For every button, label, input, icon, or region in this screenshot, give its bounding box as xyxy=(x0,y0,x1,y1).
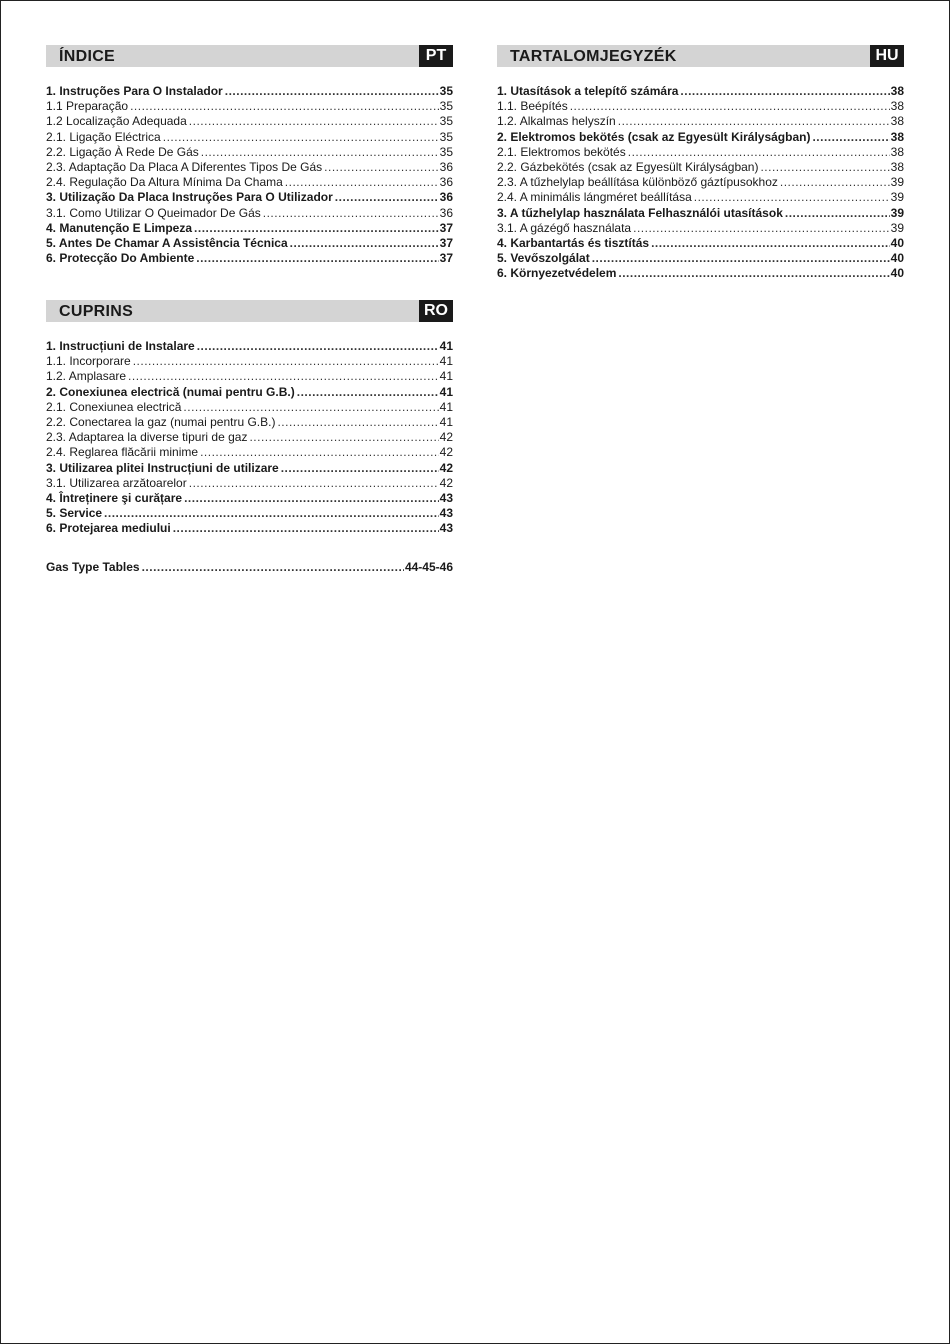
toc-row xyxy=(46,130,453,145)
toc-entry-text: Gas Type Tables xyxy=(46,560,140,574)
toc-entry-text: 5. Antes De Chamar A Assistência Técnica xyxy=(46,235,288,250)
toc-row xyxy=(46,521,453,536)
leader-dots xyxy=(263,206,439,221)
toc-entry-text: 4. Karbantartás és tisztítás xyxy=(497,235,650,250)
toc-entry-page: 40 xyxy=(890,251,904,266)
toc-entry-text: 2.2. Ligação À Rede De Gás xyxy=(46,144,199,159)
toc-entry-page: 41 xyxy=(439,339,453,353)
section-title: CUPRINS xyxy=(59,303,134,320)
toc-entry-page: 36 xyxy=(439,175,453,190)
toc-row xyxy=(497,266,904,281)
toc-entry-text: 3.1. Utilizarea arzătoarelor xyxy=(46,475,187,490)
toc-entry-page: 39 xyxy=(890,175,904,190)
toc-entry-text: 2.4. A minimális lángméret beállítása xyxy=(497,190,692,205)
toc-entry-text: 1.1. Beépítés xyxy=(497,99,568,114)
toc-entry-text: 2. Conexiunea electrică (numai pentru G.B.) xyxy=(46,384,295,399)
toc-entry-page: 41 xyxy=(439,414,453,429)
toc-row xyxy=(46,445,453,460)
leader-dots xyxy=(128,369,439,384)
leader-dots xyxy=(184,491,439,506)
toc-entry-page: 39 xyxy=(890,190,904,205)
toc-row xyxy=(46,251,453,266)
toc-section-hu xyxy=(497,45,904,281)
section-title: ÍNDICE xyxy=(59,48,116,65)
toc-entry-page: 35 xyxy=(439,144,453,159)
toc-entry-page: 38 xyxy=(890,99,904,114)
toc-entry-page: 35 xyxy=(439,129,453,144)
leader-dots xyxy=(173,521,439,536)
toc-entry-page: 43 xyxy=(439,521,453,536)
toc-entry-page: 38 xyxy=(890,129,904,144)
leader-dots xyxy=(197,339,439,354)
leader-dots xyxy=(618,266,889,281)
toc-entry-text: 2.3. Adaptação Da Placa A Diferentes Tipos De Gás xyxy=(46,159,323,174)
toc-row xyxy=(497,206,904,221)
toc-entry-page: 44-45-46 xyxy=(404,560,453,574)
leader-dots xyxy=(628,145,890,160)
toc-entry-text: 1.1 Preparação xyxy=(46,99,129,114)
leader-dots xyxy=(335,190,439,205)
toc-section-ro xyxy=(46,300,453,536)
toc-row xyxy=(46,84,453,99)
toc-row xyxy=(497,160,904,175)
section-header xyxy=(46,300,453,322)
toc-entry-text: 1.2. Alkalmas helyszín xyxy=(497,114,616,129)
toc-entry-text: 1. Instrucțiuni de Instalare xyxy=(46,339,195,353)
toc-row xyxy=(497,236,904,251)
leader-dots xyxy=(570,99,890,114)
leader-dots xyxy=(694,190,890,205)
toc-entry-text: 4. Manutenção E Limpeza xyxy=(46,220,193,235)
toc-entry-text: 3. Utilizarea plitei Instrucțiuni de utilizare xyxy=(46,460,279,475)
toc-row xyxy=(46,430,453,445)
leader-dots xyxy=(183,400,438,415)
toc-row xyxy=(497,175,904,190)
toc-entry-text: 5. Service xyxy=(46,506,103,521)
leader-dots xyxy=(194,221,439,236)
toc-entry-text: 2.1. Elektromos bekötés xyxy=(497,144,626,159)
toc-entry-page: 35 xyxy=(439,114,453,129)
toc-entry-page: 38 xyxy=(890,144,904,159)
leader-dots xyxy=(189,114,439,129)
leader-dots xyxy=(680,84,889,99)
leader-dots xyxy=(142,560,404,575)
toc-row xyxy=(497,145,904,160)
toc-entry-page: 41 xyxy=(439,384,453,399)
toc-entry-text: 1.2 Localização Adequada xyxy=(46,114,187,129)
toc-row xyxy=(46,369,453,384)
gas-tables-entry xyxy=(46,560,453,575)
toc-list xyxy=(46,84,453,266)
leader-dots xyxy=(249,430,438,445)
leader-dots xyxy=(285,175,439,190)
leader-dots xyxy=(277,415,438,430)
toc-row xyxy=(46,400,453,415)
toc-entry-page: 36 xyxy=(439,190,453,205)
toc-row xyxy=(46,160,453,175)
leader-dots xyxy=(196,251,438,266)
toc-row xyxy=(497,190,904,205)
leader-dots xyxy=(297,385,439,400)
toc-entry-page: 39 xyxy=(890,220,904,235)
toc-row xyxy=(46,506,453,521)
leader-dots xyxy=(189,476,439,491)
section-header xyxy=(46,45,453,67)
leader-dots xyxy=(785,206,890,221)
toc-row xyxy=(46,190,453,205)
leader-dots xyxy=(281,461,439,476)
toc-entry-text: 1.1. Incorporare xyxy=(46,354,131,369)
toc-section-pt xyxy=(46,45,453,266)
toc-entry-page: 42 xyxy=(439,460,453,475)
toc-entry-text: 6. Protecção Do Ambiente xyxy=(46,251,195,266)
language-badge: HU xyxy=(870,45,904,67)
toc-row xyxy=(46,175,453,190)
leader-dots xyxy=(780,175,890,190)
toc-entry-page: 35 xyxy=(439,84,453,98)
toc-entry-text: 2.3. A tűzhelylap beállítása különböző gáztípusokhoz xyxy=(497,175,778,190)
toc-entry-text: 5. Vevőszolgálat xyxy=(497,251,590,266)
toc-entry-text: 6. Környezetvédelem xyxy=(497,266,617,281)
toc-entry-text: 3. A tűzhelylap használata Felhasználói utasítások xyxy=(497,205,783,220)
toc-row xyxy=(46,476,453,491)
toc-entry-page: 37 xyxy=(439,220,453,235)
toc-entry-text: 2.2. Gázbekötés (csak az Egyesült Királyságban) xyxy=(497,159,759,174)
toc-entry-page: 35 xyxy=(439,99,453,114)
leader-dots xyxy=(201,145,439,160)
toc-entry-text: 6. Protejarea mediului xyxy=(46,521,171,536)
leader-dots xyxy=(104,506,439,521)
toc-row xyxy=(46,415,453,430)
toc-entry-text: 2.4. Regulação Da Altura Mínima Da Chama xyxy=(46,175,283,190)
toc-entry-text: 2. Elektromos bekötés (csak az Egyesült Királyságban) xyxy=(497,129,811,144)
toc-entry-text: 1.2. Amplasare xyxy=(46,369,127,384)
toc-entry-page: 37 xyxy=(439,235,453,250)
toc-row xyxy=(46,145,453,160)
toc-row xyxy=(497,84,904,99)
toc-entry-text: 1. Utasítások a telepítő számára xyxy=(497,84,679,98)
section-title: TARTALOMJEGYZÉK xyxy=(510,48,677,65)
toc-row xyxy=(46,461,453,476)
language-badge: PT xyxy=(419,45,453,67)
toc-entry-page: 38 xyxy=(890,114,904,129)
toc-entry-page: 38 xyxy=(890,159,904,174)
toc-row xyxy=(497,99,904,114)
toc-row xyxy=(46,99,453,114)
toc-entry-page: 37 xyxy=(439,251,453,266)
toc-entry-page: 43 xyxy=(439,490,453,505)
language-badge: RO xyxy=(419,300,453,322)
toc-entry-text: 3.1. A gázégő használata xyxy=(497,220,632,235)
toc-entry-page: 40 xyxy=(890,266,904,281)
toc-row xyxy=(46,385,453,400)
leader-dots xyxy=(812,130,889,145)
toc-row xyxy=(46,236,453,251)
toc-entry-page: 41 xyxy=(439,369,453,384)
toc-entry-text: 1. Instruções Para O Instalador xyxy=(46,84,223,98)
toc-row xyxy=(497,251,904,266)
toc-row xyxy=(46,560,453,575)
leader-dots xyxy=(651,236,890,251)
leader-dots xyxy=(290,236,439,251)
leader-dots xyxy=(324,160,438,175)
toc-row xyxy=(46,339,453,354)
toc-entry-page: 36 xyxy=(439,159,453,174)
toc-entry-page: 42 xyxy=(439,445,453,460)
leader-dots xyxy=(200,445,439,460)
toc-list xyxy=(46,339,453,536)
leader-dots xyxy=(592,251,890,266)
toc-row xyxy=(46,114,453,129)
toc-entry-text: 2.4. Reglarea flăcării minime xyxy=(46,445,199,460)
toc-entry-text: 2.1. Ligação Eléctrica xyxy=(46,129,161,144)
toc-entry-page: 36 xyxy=(439,205,453,220)
leader-dots xyxy=(225,84,439,99)
toc-entry-page: 42 xyxy=(439,430,453,445)
toc-entry-page: 41 xyxy=(439,399,453,414)
toc-row xyxy=(46,221,453,236)
toc-entry-text: 2.1. Conexiunea electrică xyxy=(46,399,182,414)
toc-row xyxy=(46,491,453,506)
toc-entry-text: 4. Întreținere şi curățare xyxy=(46,490,183,505)
toc-row xyxy=(497,114,904,129)
leader-dots xyxy=(760,160,889,175)
toc-list xyxy=(497,84,904,281)
leader-dots xyxy=(618,114,890,129)
toc-entry-page: 41 xyxy=(439,354,453,369)
toc-entry-page: 43 xyxy=(439,506,453,521)
toc-entry-page: 39 xyxy=(890,205,904,220)
toc-entry-text: 2.2. Conectarea la gaz (numai pentru G.B.) xyxy=(46,414,276,429)
leader-dots xyxy=(130,99,439,114)
toc-row xyxy=(497,221,904,236)
section-header xyxy=(497,45,904,67)
toc-entry-text: 2.3. Adaptarea la diverse tipuri de gaz xyxy=(46,430,248,445)
leader-dots xyxy=(133,354,439,369)
toc-row xyxy=(46,206,453,221)
toc-entry-page: 42 xyxy=(439,475,453,490)
leader-dots xyxy=(633,221,890,236)
leader-dots xyxy=(163,130,439,145)
toc-entry-text: 3.1. Como Utilizar O Queimador De Gás xyxy=(46,205,261,220)
toc-row xyxy=(46,354,453,369)
toc-entry-page: 40 xyxy=(890,235,904,250)
toc-row xyxy=(497,130,904,145)
toc-entry-text: 3. Utilização Da Placa Instruções Para O Utilizador xyxy=(46,190,333,205)
toc-entry-page: 38 xyxy=(890,84,904,98)
